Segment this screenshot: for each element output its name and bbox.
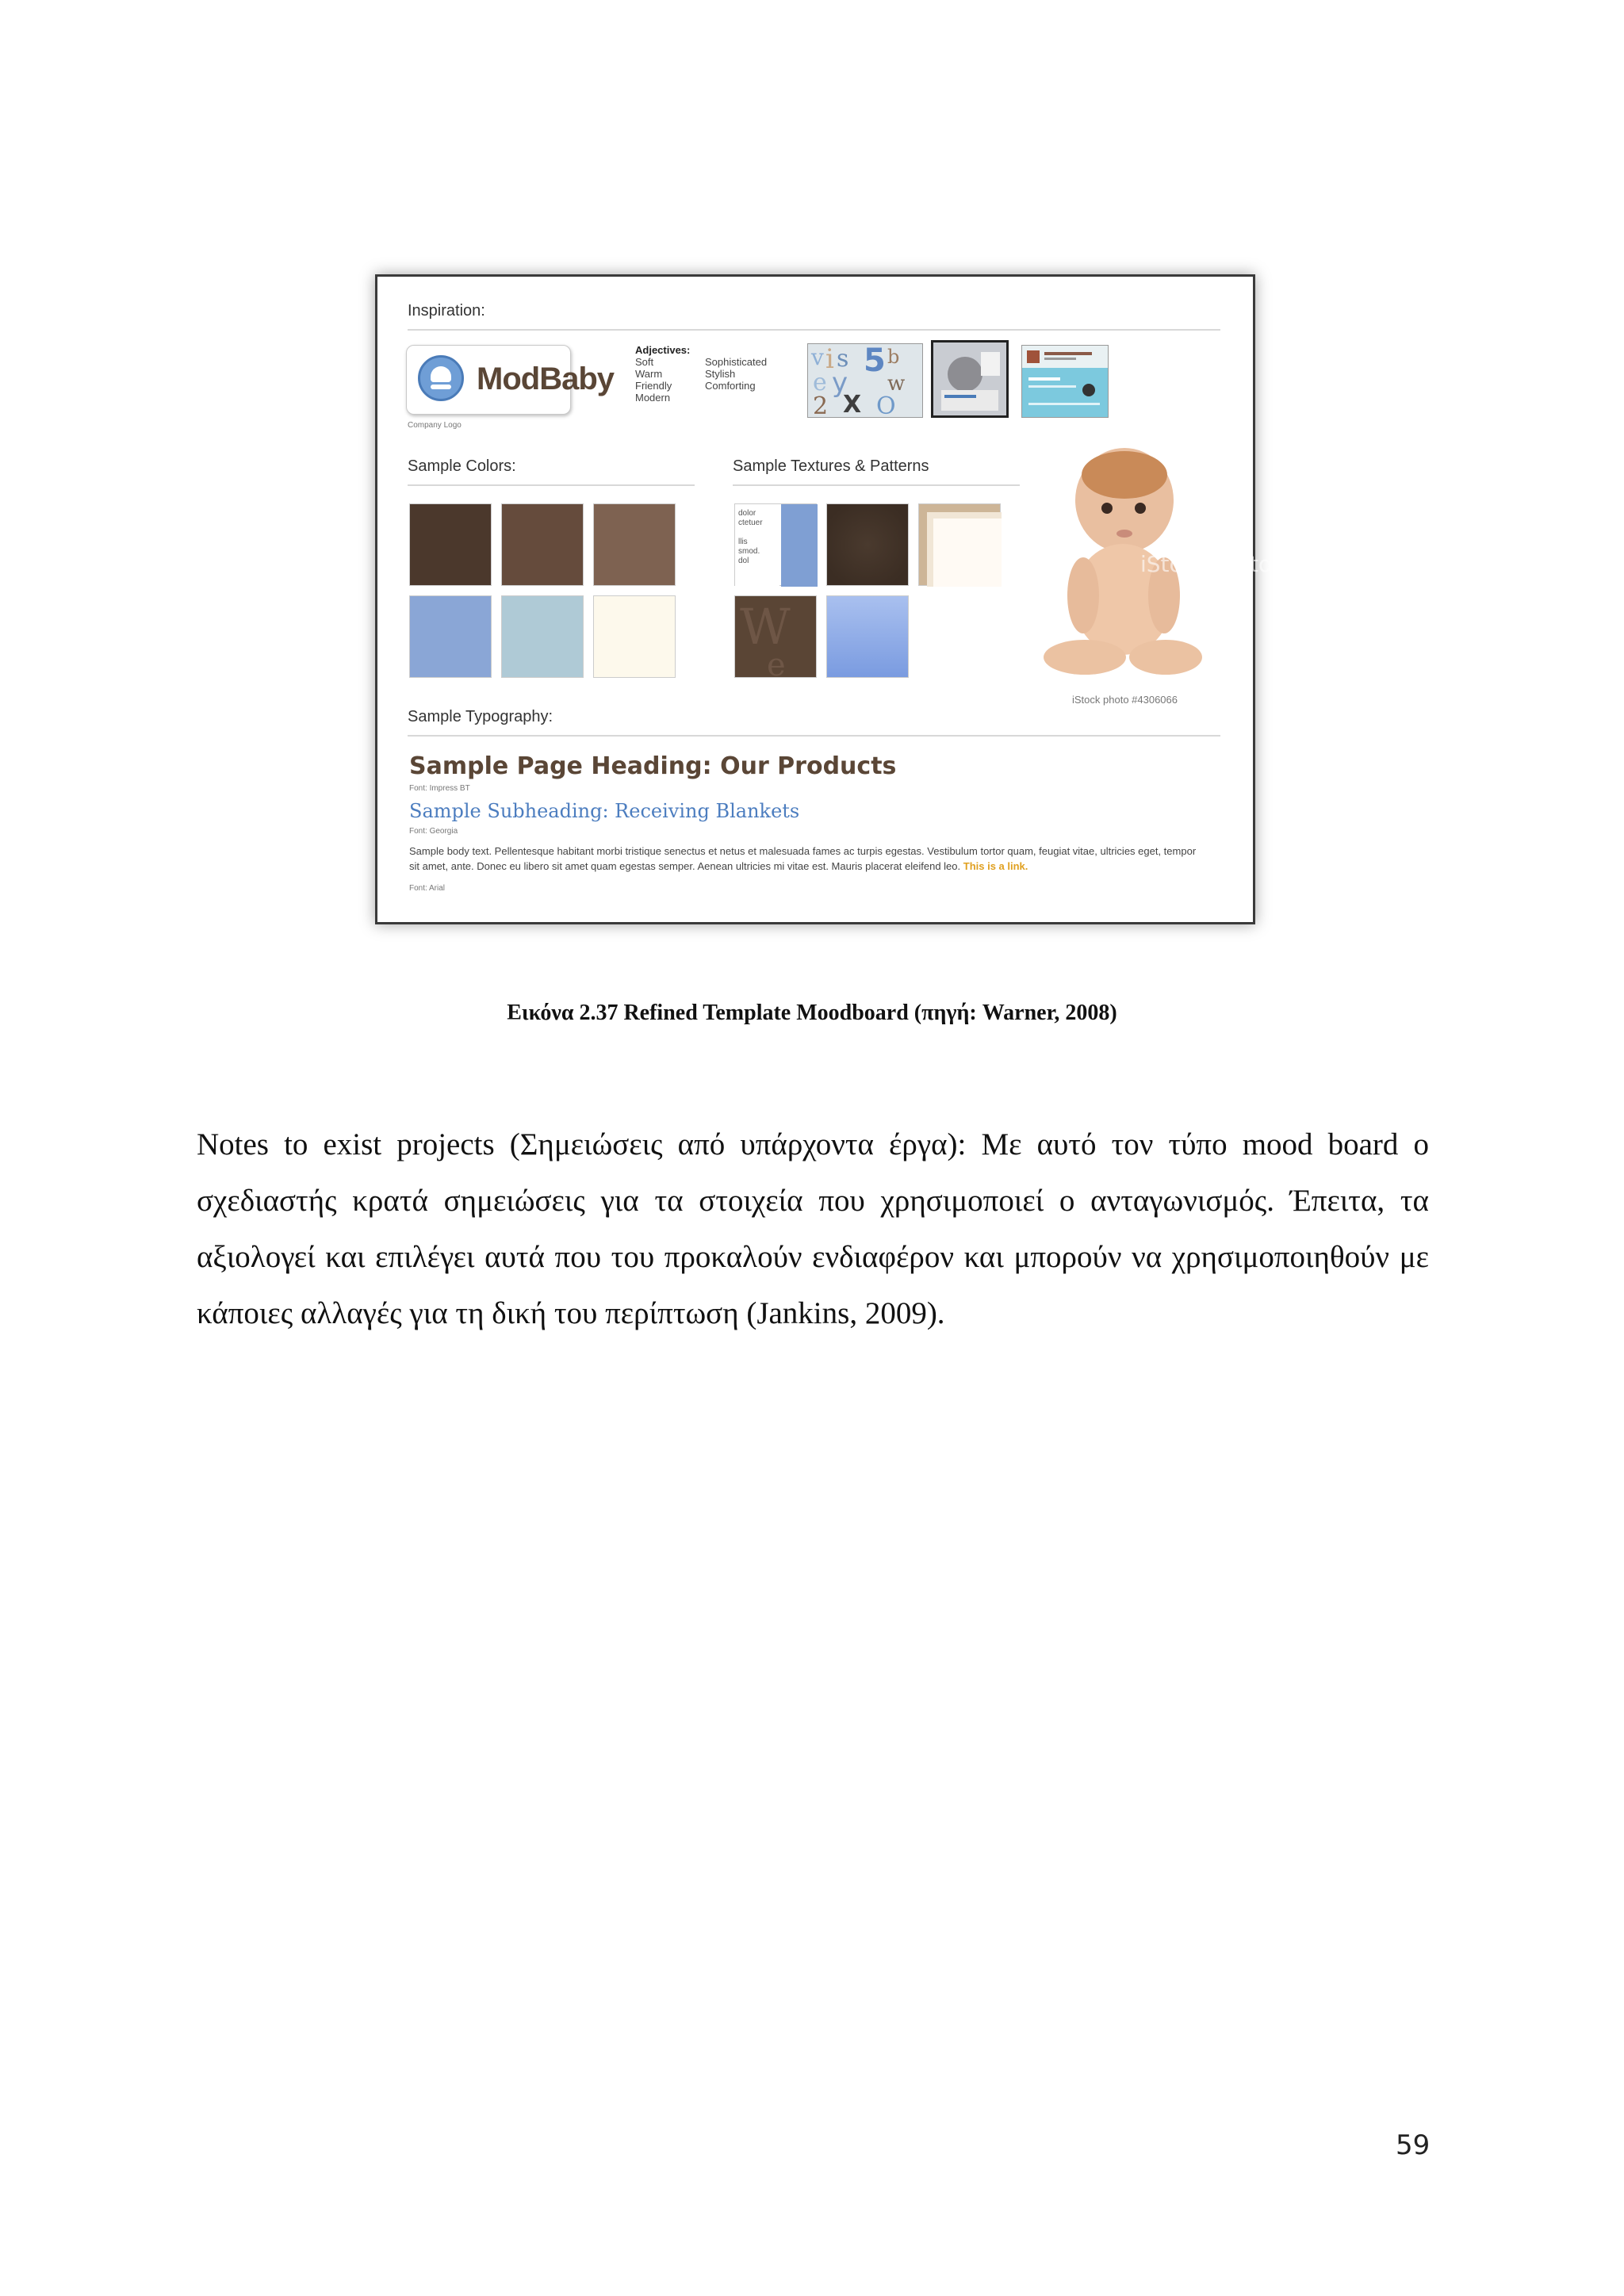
inspiration-letters-image — [807, 343, 923, 418]
adjective: Friendly — [635, 380, 672, 392]
heading-sample: Sample Page Heading: Our Products — [409, 752, 897, 780]
inspiration-website-image — [1021, 345, 1109, 418]
adjective: Modern — [635, 392, 671, 404]
texture-stripes — [918, 503, 1001, 586]
svg-text:i: i — [825, 343, 834, 375]
adjective: Warm — [635, 368, 663, 380]
sample-textures-label: Sample Textures & Patterns — [733, 457, 929, 475]
adjective: Sophisticated — [705, 356, 768, 368]
page-number: 59 — [1396, 2130, 1431, 2161]
heading-font-caption: Font: Impress BT — [409, 784, 470, 793]
moodboard-figure — [375, 274, 1273, 924]
color-swatch — [501, 595, 584, 678]
svg-text:5: 5 — [864, 342, 886, 379]
svg-text:s: s — [837, 345, 849, 373]
color-swatch — [409, 503, 492, 586]
body-font-caption: Font: Arial — [409, 884, 446, 893]
subheading-font-caption: Font: Georgia — [409, 827, 458, 836]
inspiration-label: Inspiration: — [408, 302, 485, 320]
svg-text:v: v — [811, 344, 824, 370]
color-swatch — [593, 595, 676, 678]
inspiration-photo-image — [931, 340, 1009, 418]
stroller-icon — [418, 355, 464, 401]
inspiration-divider — [408, 329, 1220, 331]
sample-typography-label: Sample Typography: — [408, 708, 553, 725]
adjective: Stylish — [705, 368, 736, 380]
sample-textures-divider — [733, 484, 1020, 486]
svg-text:e: e — [767, 647, 786, 683]
body-sample-link[interactable]: This is a link. — [963, 860, 1028, 872]
company-logo — [406, 345, 614, 415]
baby-photo — [1021, 445, 1273, 683]
body-sample — [409, 844, 1202, 874]
texture-brown — [826, 503, 909, 586]
svg-text:2: 2 — [813, 392, 829, 420]
svg-text:iStockphoto: iStockphoto — [1140, 551, 1273, 577]
texture-text: dolor ctetuer llis smod. dol — [735, 504, 779, 591]
adjectives-list — [635, 344, 690, 404]
body-paragraph: Notes to exist projects (Σημειώσεις από υπάρχοντα έργα): Με αυτό τον τύπο mood board ο σχεδιαστής κρατά σημειώσεις για τα στοιχεία που χρησιμοποιεί ο ανταγωνισμός. Έπειτα, τα αξιολογεί και επιλέγει αυτά που του προκαλούν ενδιαφέρον και μπορούν να χρησιμοποιηθούν με κάποιες αλλαγές για τη δική του περίπτωση (Jankins, 2009). — [197, 1127, 1429, 1330]
svg-text:W: W — [740, 598, 791, 656]
figure-caption: Εικόνα 2.37 Refined Template Moodboard (πηγή: Warner, 2008) — [507, 1001, 1117, 1025]
color-swatch — [593, 503, 676, 586]
body-sample-text: Sample body text. Pellentesque habitant morbi tristique senectus et netus et malesuada fames ac turpis egestas. Vestibulum tortor quam, feugiat vitae, ultricies eget, tempor sit amet, ante. Donec eu libero sit amet quam egestas semper. Aenean ultricies mi vitae est. Mauris placerat eleifend leo. — [409, 845, 1197, 872]
logo-text: ModBaby — [477, 362, 614, 396]
color-swatch — [409, 595, 492, 678]
subheading-sample: Sample Subheading: Receiving Blankets — [409, 800, 800, 822]
svg-text:e: e — [813, 369, 827, 396]
svg-text:w: w — [887, 372, 906, 396]
svg-text:O: O — [876, 392, 896, 420]
svg-text:X: X — [843, 391, 862, 419]
adjective: Soft — [635, 356, 654, 368]
adjectives-list-2 — [705, 356, 767, 392]
texture-text-pattern — [734, 503, 817, 586]
adjective: Comforting — [705, 380, 756, 392]
svg-text:b: b — [887, 346, 900, 368]
istock-caption: iStock photo #4306066 — [1072, 694, 1178, 706]
sample-typography-divider — [408, 735, 1220, 737]
sample-colors-label: Sample Colors: — [408, 457, 516, 475]
color-swatch — [501, 503, 584, 586]
adjectives-title: Adjectives: — [635, 344, 691, 356]
svg-text:y: y — [832, 367, 848, 399]
company-logo-caption: Company Logo — [408, 421, 462, 430]
texture-letters — [734, 595, 817, 683]
texture-blue-gradient — [826, 595, 909, 678]
sample-colors-divider — [408, 484, 695, 486]
